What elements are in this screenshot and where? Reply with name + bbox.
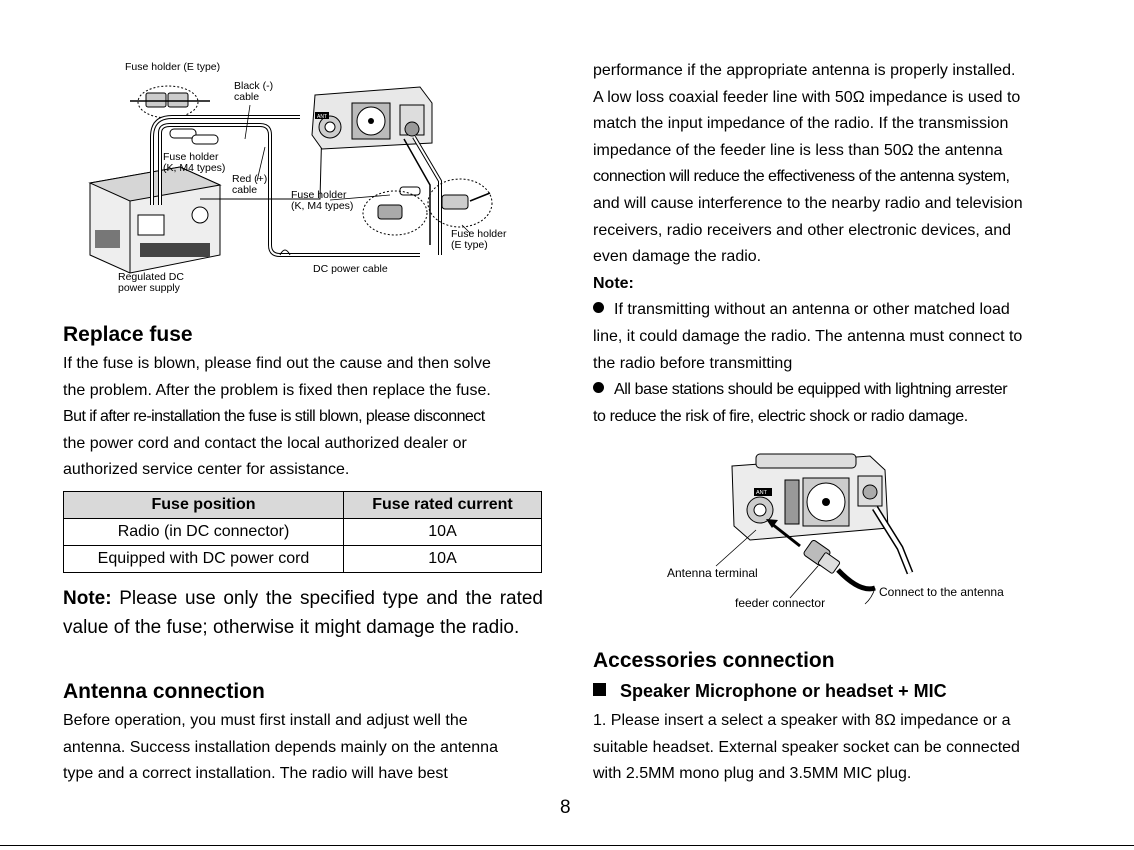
speaker-line: 1. Please insert a select a speaker with 8Ω impedance or a (593, 712, 1011, 729)
antenna-paragraph (63, 708, 543, 788)
replace-fuse-line: But if after re-installation the fuse is still blown, please disconnect (63, 408, 485, 426)
note-label: Note: (593, 274, 634, 292)
label-red-cable-1: Red (+) (232, 173, 268, 185)
fuse-note-text: Please use only the specified type and the rated value of the fuse; otherwise it might damage the radio. (63, 588, 543, 638)
fuse-note-label: Note: (63, 588, 112, 609)
square-bullet-icon (593, 683, 606, 696)
note-item-1-line: If transmitting without an antenna or other matched load (614, 301, 1010, 319)
antenna-cont-line: impedance of the feeder line is less than 50Ω the antenna (593, 141, 1003, 159)
replace-fuse-line: the power cord and contact the local authorized dealer or (63, 434, 467, 452)
label-fuse-holder-e-top: Fuse holder (E type) (125, 61, 221, 73)
note-item-2 (593, 377, 1071, 404)
speaker-mic-heading (593, 681, 947, 702)
antenna-cont-line: and will cause interference to the nearby radio and television (593, 194, 1023, 212)
antenna-cont-line: receivers, radio receivers and other electronic devices, and (593, 221, 1011, 239)
radio-rear (732, 454, 888, 540)
antenna-line: type and a correct installation. The radio will have best (63, 765, 448, 783)
replace-fuse-heading: Replace fuse (63, 323, 193, 346)
table-cell: 10A (344, 519, 542, 546)
antenna-cont-line: performance if the appropriate antenna is properly installed. (593, 62, 1016, 79)
feeder-connector (803, 539, 875, 589)
replace-fuse-paragraph (63, 351, 543, 484)
note-item-2-line: All base stations should be equipped with lightning arrester (614, 381, 1008, 399)
label-fuse-holder-k-1: Fuse holder (163, 151, 219, 163)
table-row (64, 519, 542, 546)
label-fuse-holder-k-mid-1: Fuse holder (291, 189, 347, 201)
label-psu-2: power supply (118, 282, 180, 294)
fuse-table (63, 491, 542, 573)
speaker-mic-heading-text: Speaker Microphone or headset + MIC (620, 681, 947, 701)
table-row (64, 546, 542, 573)
label-connect-antenna: Connect to the antenna (879, 585, 1004, 599)
bullet-icon (593, 382, 604, 393)
label-psu-1: Regulated DC (118, 271, 184, 283)
antenna-cont-line: A low loss coaxial feeder line with 50Ω impedance is used to (593, 88, 1021, 106)
bullet-icon (593, 302, 604, 313)
label-fuse-holder-e-right-2: (E type) (451, 239, 488, 251)
replace-fuse-line: the problem. After the problem is fixed then replace the fuse. (63, 381, 491, 399)
label-black-cable-2: cable (234, 91, 260, 103)
replace-fuse-line: authorized service center for assistance. (63, 461, 350, 479)
antenna-cont-line: connection will reduce the effectiveness of the antenna system, (593, 168, 1010, 186)
antenna-connection-heading: Antenna connection (63, 680, 265, 703)
antenna-continued-paragraph (593, 58, 1071, 430)
label-red-cable-2: cable (232, 184, 258, 196)
table-cell: Equipped with DC power cord (64, 546, 344, 573)
dc-power-supply (90, 167, 220, 273)
antenna-cont-line: match the input impedance of the radio. If the transmission (593, 115, 1009, 133)
label-antenna-terminal: Antenna terminal (667, 566, 758, 580)
label-black-cable-1: Black (-) (234, 80, 274, 92)
label-dc-cable: DC power cable (313, 263, 388, 275)
label-feeder-connector: feeder connector (735, 596, 826, 610)
note-item-1-cont: line, it could damage the radio. The antenna must connect to (593, 327, 1023, 345)
replace-fuse-line: If the fuse is blown, please find out the cause and then solve (63, 355, 491, 372)
fuse-holder-e-detail (130, 86, 210, 118)
note-item-2-cont: to reduce the risk of fire, electric shock or radio damage. (593, 407, 968, 425)
speaker-paragraph (593, 708, 1071, 788)
speaker-line: suitable headset. External speaker socket can be connected (593, 738, 1020, 756)
note-item-1-cont: the radio before transmitting (593, 354, 793, 372)
table-cell: Radio (in DC connector) (64, 519, 344, 546)
ant-badge-2: ANT (756, 490, 767, 496)
label-fuse-holder-k-mid-2: (K, M4 types) (291, 200, 354, 212)
table-header-row (64, 492, 542, 519)
ant-badge-1: ANT (317, 114, 327, 120)
fuse-note (63, 584, 543, 642)
page-number: 8 (560, 797, 571, 818)
bottom-rule (0, 845, 1134, 846)
speaker-line: with 2.5MM mono plug and 3.5MM MIC plug. (593, 765, 912, 783)
table-cell: 10A (344, 546, 542, 573)
power-wiring-diagram (60, 55, 550, 300)
label-fuse-holder-e-right-1: Fuse holder (451, 228, 507, 240)
label-fuse-holder-k-2: (K, M4 types) (163, 162, 226, 174)
antenna-cont-line: even damage the radio. (593, 248, 762, 266)
antenna-line: antenna. Success installation depends mainly on the antenna (63, 738, 498, 756)
accessories-heading: Accessories connection (593, 649, 835, 672)
antenna-line: Before operation, you must first install and adjust well the (63, 712, 468, 729)
note-item-1 (593, 297, 1071, 324)
table-header-position: Fuse position (64, 492, 344, 519)
table-header-rated-current: Fuse rated current (344, 492, 542, 519)
